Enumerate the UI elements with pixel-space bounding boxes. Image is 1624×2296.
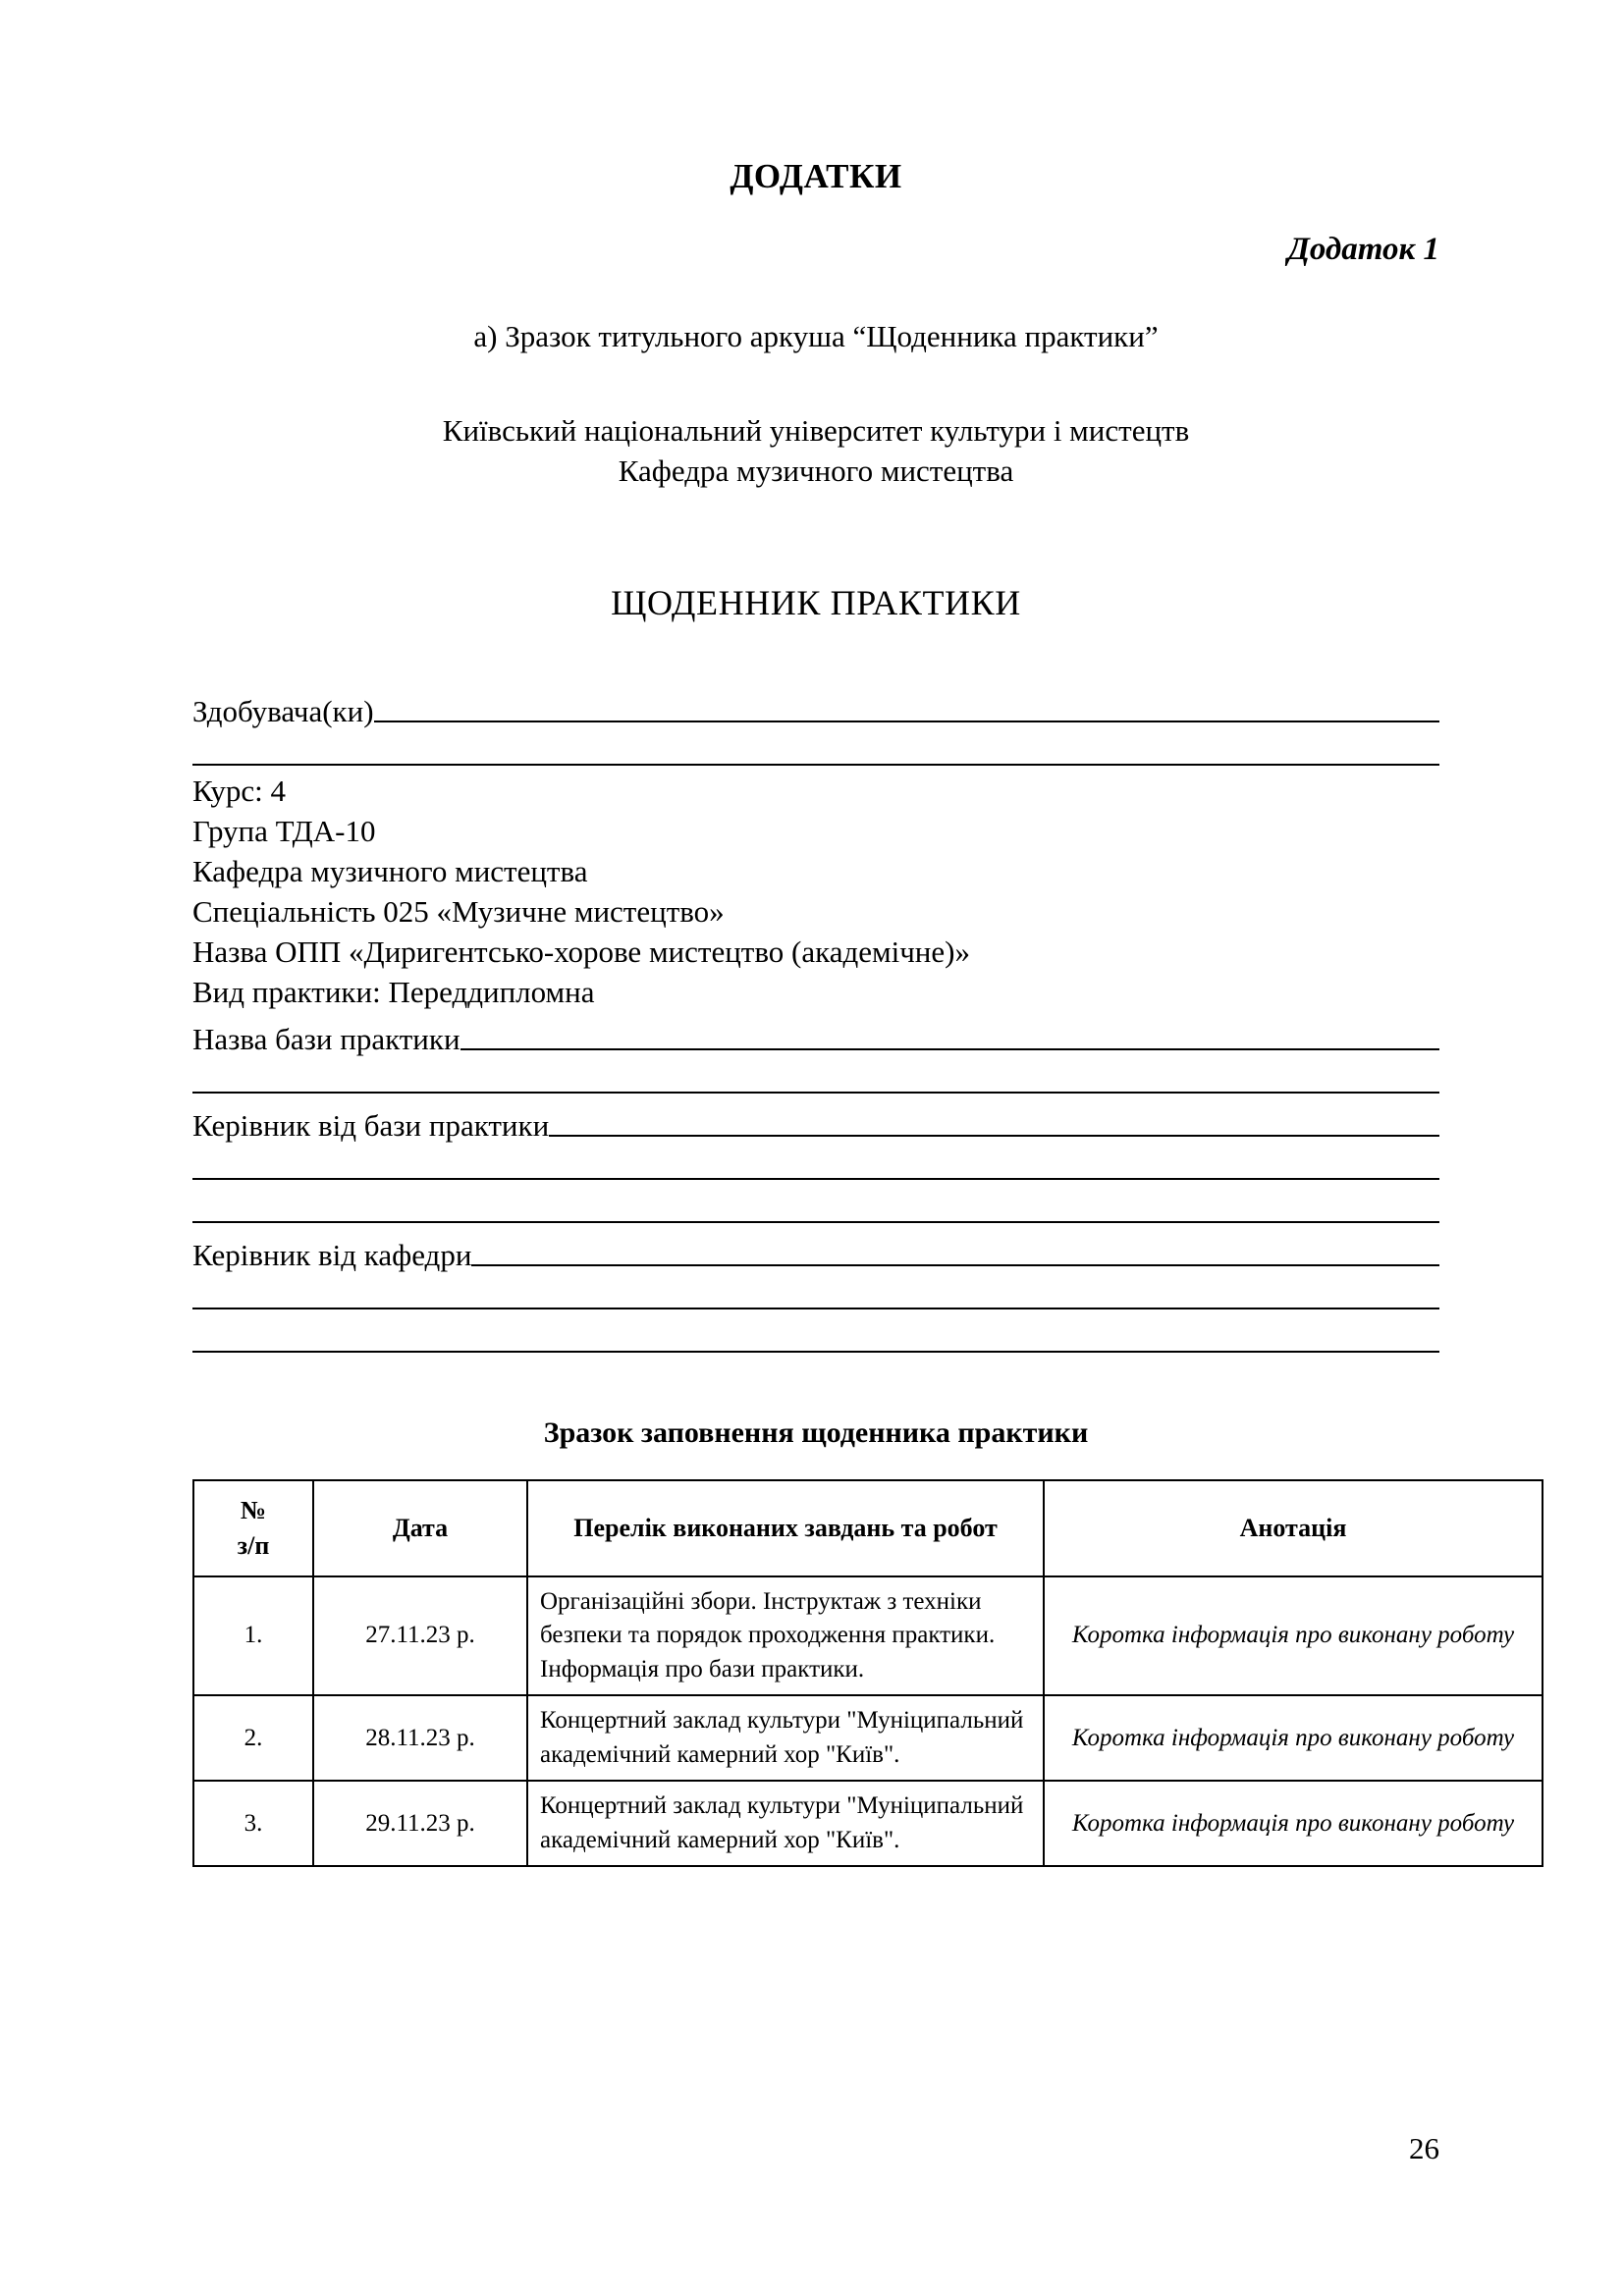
page-number: 26 — [1409, 2131, 1439, 2165]
table-body — [193, 1576, 1543, 1867]
column-header-number-line1: № — [240, 1495, 267, 1524]
supervisor-dept-fill-line-2[interactable] — [192, 1307, 1439, 1309]
diary-heading: ЩОДЕННИК ПРАКТИКИ — [611, 582, 1021, 622]
supervisor-base-fill-line-3-row — [192, 1185, 1439, 1228]
diary-form-block — [192, 623, 1439, 1358]
appendix-label: Додаток 1 — [1287, 232, 1439, 267]
row-task: Концертний заклад культури "Муніципальний академічний камерний хор "Київ". — [527, 1781, 1044, 1866]
row-number: 2. — [193, 1695, 313, 1781]
supervisor-dept-fill-line-3-row — [192, 1314, 1439, 1358]
supervisor-base-row — [192, 1098, 1439, 1142]
row-annotation: Коротка інформація про виконану роботу — [1044, 1695, 1543, 1781]
row-annotation: Коротка інформація про виконану роботу — [1044, 1576, 1543, 1696]
university-name: Київський національний університет культури і мистецтв — [442, 413, 1190, 448]
row-number: 3. — [193, 1781, 313, 1866]
practice-base-label: Назва бази практики — [192, 1021, 460, 1056]
student-label: Здобувача(ки) — [192, 693, 374, 728]
student-fill-line[interactable] — [374, 720, 1439, 722]
row-task: Концертний заклад культури "Муніципальний академічний камерний хор "Київ". — [527, 1695, 1044, 1781]
row-task: Організаційні збори. Інструктаж з техніки безпеки та порядок проходження практики. Інформація про бази практики. — [527, 1576, 1044, 1696]
supervisor-dept-fill-line[interactable] — [471, 1263, 1439, 1266]
field-program-name: Назва ОПП «Диригентсько-хорове мистецтво (академічне)» — [192, 934, 970, 969]
supervisor-base-label: Керівник від бази практики — [192, 1107, 550, 1143]
practice-base-fill-line-2-row — [192, 1055, 1439, 1098]
column-header-tasks: Перелік виконаних завдань та робот — [527, 1480, 1044, 1576]
field-practice-type: Вид практики: Переддипломна — [192, 974, 595, 1009]
supervisor-dept-row — [192, 1228, 1439, 1271]
table-head — [193, 1480, 1543, 1576]
practice-base-row — [192, 1012, 1439, 1055]
practice-base-fill-line-2[interactable] — [192, 1091, 1439, 1094]
student-field-row — [192, 684, 1439, 727]
organization-block — [192, 354, 1439, 492]
supervisor-base-fill-line-2-row — [192, 1142, 1439, 1185]
row-date: 28.11.23 р. — [313, 1695, 527, 1781]
column-header-number — [193, 1480, 313, 1576]
supervisor-dept-label: Керівник від кафедри — [192, 1237, 472, 1272]
column-header-date: Дата — [313, 1480, 527, 1576]
supervisor-dept-fill-line-2-row — [192, 1271, 1439, 1314]
field-group: Група ТДА-10 — [192, 813, 376, 848]
table-row — [193, 1695, 1543, 1781]
supervisor-dept-fill-line-3[interactable] — [192, 1350, 1439, 1353]
supervisor-base-fill-line-3[interactable] — [192, 1220, 1439, 1223]
table-header-row — [193, 1480, 1543, 1576]
practice-base-fill-line[interactable] — [460, 1047, 1439, 1050]
column-header-annotation: Анотація — [1044, 1480, 1543, 1576]
department-name: Кафедра музичного мистецтва — [618, 453, 1014, 488]
row-date: 29.11.23 р. — [313, 1781, 527, 1866]
row-date: 27.11.23 р. — [313, 1576, 527, 1696]
sample-table-heading: Зразок заповнення щоденника практики — [543, 1415, 1089, 1449]
student-fill-line-2[interactable] — [192, 763, 1439, 766]
table-row — [193, 1781, 1543, 1866]
column-header-number-line2: з/п — [237, 1530, 270, 1560]
row-number: 1. — [193, 1576, 313, 1696]
page-content — [192, 0, 1515, 1867]
sample-note: а) Зразок титульного аркуша “Щоденника практики” — [473, 319, 1159, 353]
field-department: Кафедра музичного мистецтва — [192, 853, 588, 888]
supervisor-base-fill-line[interactable] — [549, 1134, 1439, 1137]
table-row — [193, 1576, 1543, 1696]
row-annotation: Коротка інформація про виконану роботу — [1044, 1781, 1543, 1866]
supervisor-base-fill-line-2[interactable] — [192, 1177, 1439, 1180]
field-course: Курс: 4 — [192, 773, 286, 808]
page-title: ДОДАТКИ — [730, 157, 902, 195]
field-specialty: Спеціальність 025 «Музичне мистецтво» — [192, 893, 725, 929]
student-fill-line-2-row — [192, 727, 1439, 771]
diary-sample-table — [192, 1479, 1543, 1868]
